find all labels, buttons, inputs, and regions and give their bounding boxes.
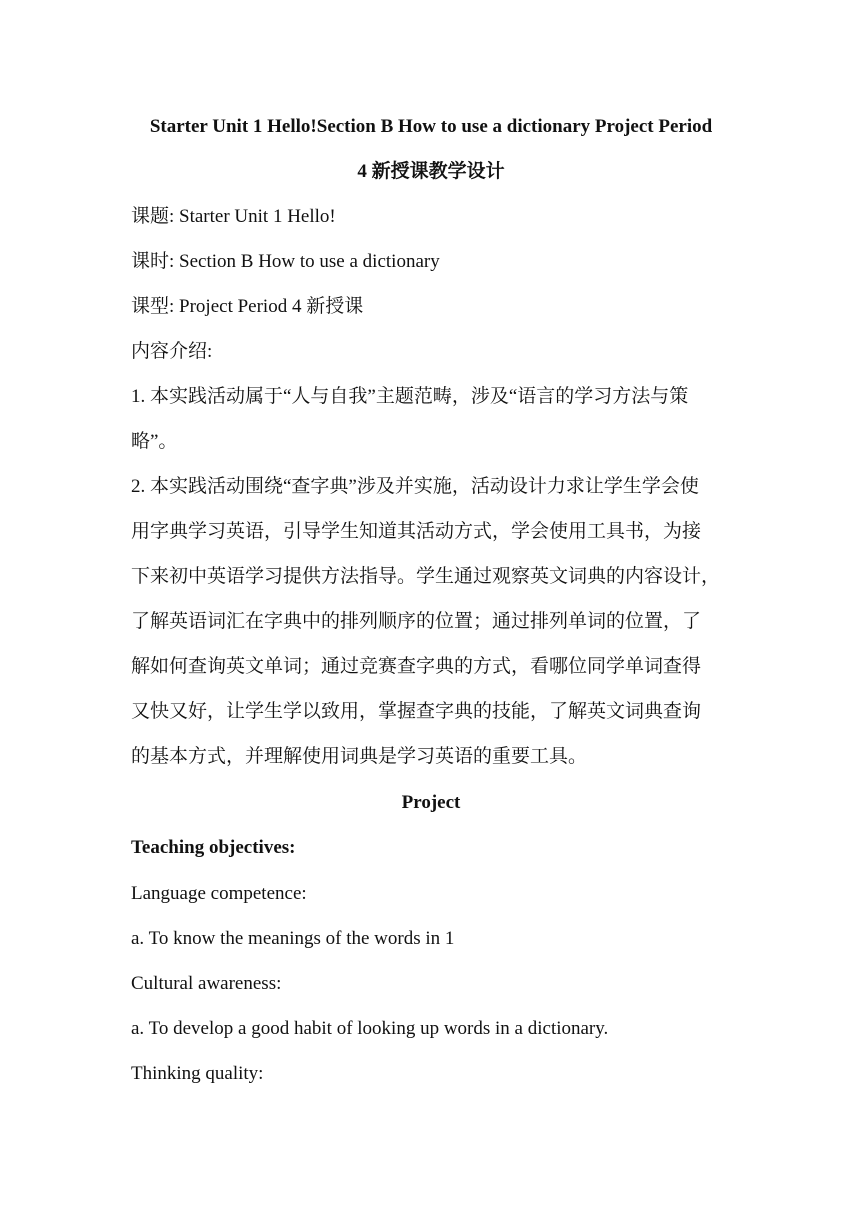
intro-line: 略”。 — [131, 431, 178, 452]
objective-line: a. To develop a good habit of looking up words in a dictionary. — [131, 1018, 609, 1039]
period-line: 课时: Section B How to use a dictionary — [131, 251, 440, 272]
objective-line: a. To know the meanings of the words in 1 — [131, 928, 455, 949]
intro-line: 下来初中英语学习提供方法指导。学生通过观察英文词典的内容设计， — [131, 566, 721, 587]
intro-line: 解如何查询英文单词；通过竞赛查字典的方式，看哪位同学单词查得 — [131, 656, 702, 677]
objective-line: Language competence: — [131, 883, 307, 904]
objectives-heading: Teaching objectives: — [131, 837, 296, 858]
lesson-type-line: 课型: Project Period 4 新授课 — [131, 296, 364, 317]
intro-line: 2. 本实践活动围绕“查字典”涉及并实施，活动设计力求让学生学会使 — [131, 476, 699, 497]
intro-line: 的基本方式，并理解使用词典是学习英语的重要工具。 — [131, 746, 588, 767]
topic-line: 课题: Starter Unit 1 Hello! — [131, 206, 336, 227]
objective-line: Thinking quality: — [131, 1063, 264, 1084]
intro-line: 又快又好，让学生学以致用，掌握查字典的技能，了解英文词典查询 — [131, 701, 702, 722]
intro-heading: 内容介绍: — [131, 341, 213, 362]
intro-line: 用字典学习英语，引导学生知道其活动方式，学会使用工具书，为接 — [131, 521, 702, 542]
objective-line: Cultural awareness: — [131, 973, 282, 994]
project-heading: Project — [401, 792, 461, 813]
title-line-1: Starter Unit 1 Hello!Section B How to use a dictionary Project Period — [149, 116, 713, 137]
intro-line: 1. 本实践活动属于“人与自我”主题范畴，涉及“语言的学习方法与策 — [131, 386, 689, 407]
intro-line: 了解英语词汇在字典中的排列顺序的位置；通过排列单词的位置，了 — [131, 611, 702, 632]
title-line-2: 4 新授课教学设计 — [357, 161, 505, 182]
